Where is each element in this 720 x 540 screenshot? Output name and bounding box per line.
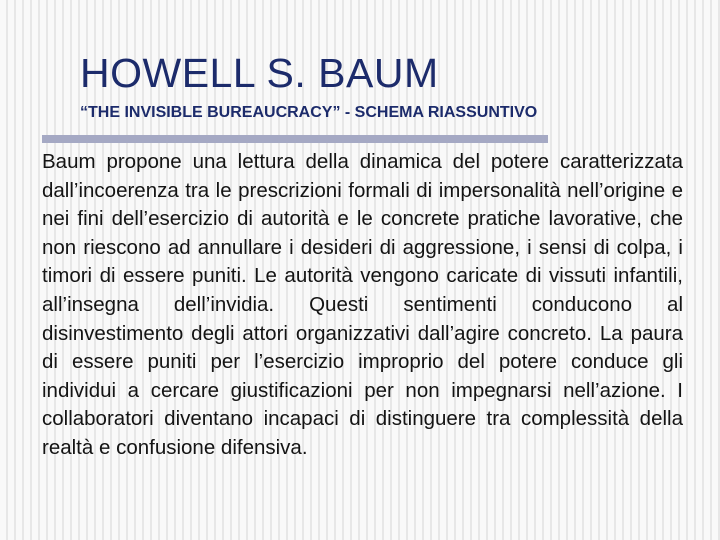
slide-subtitle: “THE INVISIBLE BUREAUCRACY” - SCHEMA RIASSUNTIVO: [80, 104, 538, 121]
body-paragraph: Baum propone una lettura della dinamica del potere caratterizzata dall’incoerenza tra le prescrizioni formali di impersonalità nell’origine e nei fini dell’esercizio di autorità e le concrete pratiche lavorative, che non riescono ad annullare i desideri di aggressione, i sensi di colpa, i timori di essere puniti. Le autorità vengono caricate di vissuti infantili, all’insegna dell’invidia. Questi sentimenti conducono al disinvestimento degli attori organizzativi dall’agire concreto. La paura di essere puniti per l’esercizio improprio del potere conduce gli individui a cercare giustificazioni per non impegnarsi nell’azione. I collaboratori diventano incapaci di distinguere tra complessità della realtà e confusione difensiva.: [42, 150, 683, 459]
slide-title: HOWELL S. BAUM: [80, 50, 439, 96]
title-divider: [42, 135, 548, 143]
